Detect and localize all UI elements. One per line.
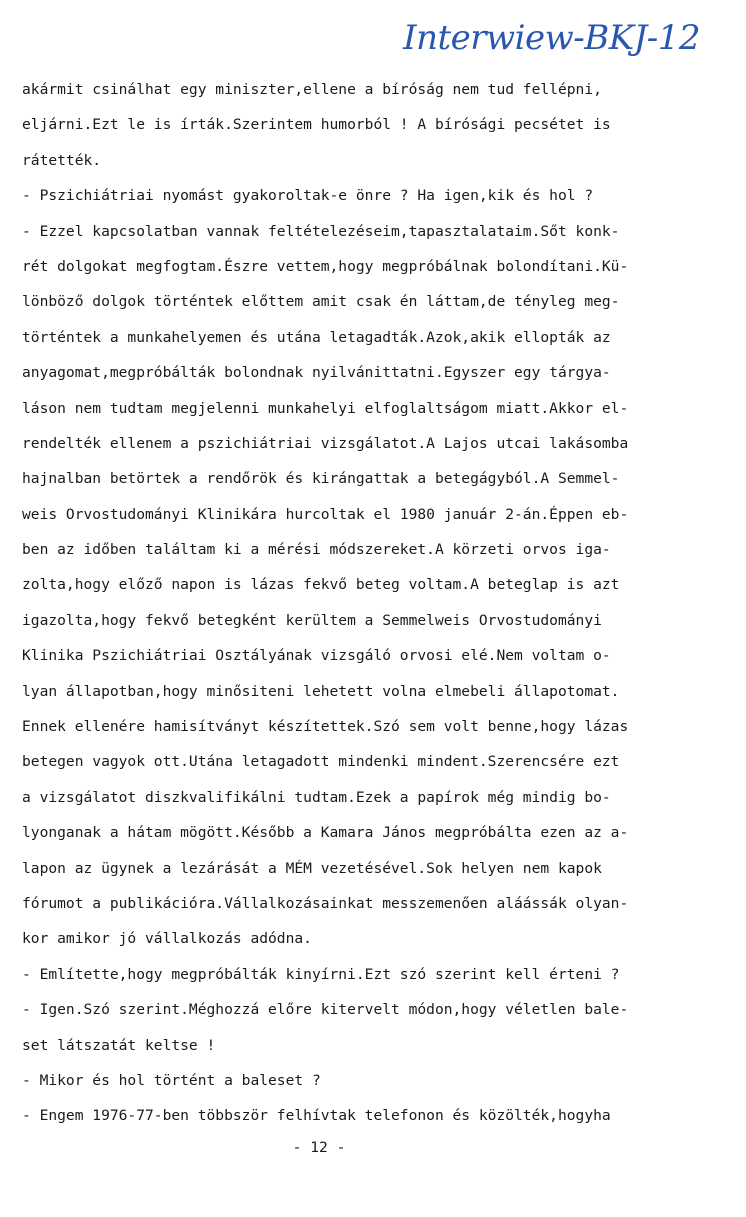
text-line: eljárni.Ezt le is írták.Szerintem humorból ! A bírósági pecsétet is	[22, 116, 611, 134]
text-line: - Igen.Szó szerint.Méghozzá előre kitervelt módon,hogy véletlen bale-	[22, 1001, 629, 1019]
text-line: történtek a munkahelyemen és utána letagadták.Azok,akik ellopták az	[22, 328, 611, 346]
text-line: Ennek ellenére hamisítványt készítettek.Szó sem volt benne,hogy lázas	[22, 718, 629, 736]
text-line: a vizsgálatot diszkvalifikálni tudtam.Ezek a papírok még mindig bo-	[22, 788, 611, 806]
page-number: - 12 -	[292, 1139, 346, 1156]
text-line: fórumot a publikációra.Vállalkozásainkat messzemenően aláássák olyan-	[22, 894, 629, 912]
text-line: weis Orvostudományi Klinikára hurcoltak el 1980 január 2-án.Éppen eb-	[22, 505, 629, 523]
text-line: lapon az ügynek a lezárását a MÉM vezetésével.Sok helyen nem kapok	[22, 859, 602, 877]
text-line: - Ezzel kapcsolatban vannak feltételezéseim,tapasztalataim.Sőt konk-	[22, 222, 620, 240]
text-line: rét dolgokat megfogtam.Észre vettem,hogy megpróbálnak bolondítani.Kü-	[22, 257, 629, 275]
text-line: lyonganak a hátam mögött.Később a Kamara János megpróbálta ezen az a-	[22, 824, 629, 842]
text-line: - Említette,hogy megpróbálták kinyírni.Ezt szó szerint kell érteni ?	[22, 965, 620, 983]
text-line: akármit csinálhat egy miniszter,ellene a bíróság nem tud fellépni,	[22, 81, 602, 98]
text-line: láson nem tudtam megjelenni munkahelyi elfoglaltságom miatt.Akkor el-	[22, 399, 629, 417]
text-line: - Mikor és hol történt a baleset ?	[22, 1071, 321, 1089]
text-line: set látszatát keltse !	[22, 1036, 216, 1054]
text-line: betegen vagyok ott.Utána letagadott mindenki mindent.Szerencsére ezt	[22, 753, 620, 771]
text-line: - Pszichiátriai nyomást gyakoroltak-e önre ? Ha igen,kik és hol ?	[22, 187, 594, 205]
text-line: Klinika Pszichiátriai Osztályának vizsgáló orvosi elé.Nem voltam o-	[22, 647, 611, 665]
text-line: lyan állapotban,hogy minősiteni lehetett volna elmebeli állapotomat.	[22, 682, 620, 700]
text-line: kor amikor jó vállalkozás adódna.	[22, 930, 312, 948]
text-line: ben az időben találtam ki a mérési módszereket.A körzeti orvos iga-	[22, 541, 611, 559]
text-line: - Engem 1976-77-ben többször felhívtak telefonon és közölték,hogyha	[22, 1107, 611, 1125]
text-line: anyagomat,megpróbálták bolondnak nyilvánittatni.Egyszer egy tárgya-	[22, 364, 611, 382]
text-line: igazolta,hogy fekvő betegként kerültem a Semmelweis Orvostudományi	[22, 611, 602, 629]
document-header-title: Interwiew-BKJ-12	[403, 18, 700, 58]
text-line: rendelték ellenem a pszichiátriai vizsgálatot.A Lajos utcai lakásomba	[22, 434, 629, 452]
interview-text	[22, 72, 734, 1134]
text-line: rátették.	[22, 151, 102, 169]
text-line: lönböző dolgok történtek előttem amit csak én láttam,de tényleg meg-	[22, 293, 620, 311]
text-line: hajnalban betörtek a rendőrök és kirángattak a betegágyból.A Semmel-	[22, 470, 620, 488]
text-line: zolta,hogy előző napon is lázas fekvő beteg voltam.A beteglap is azt	[22, 576, 620, 594]
